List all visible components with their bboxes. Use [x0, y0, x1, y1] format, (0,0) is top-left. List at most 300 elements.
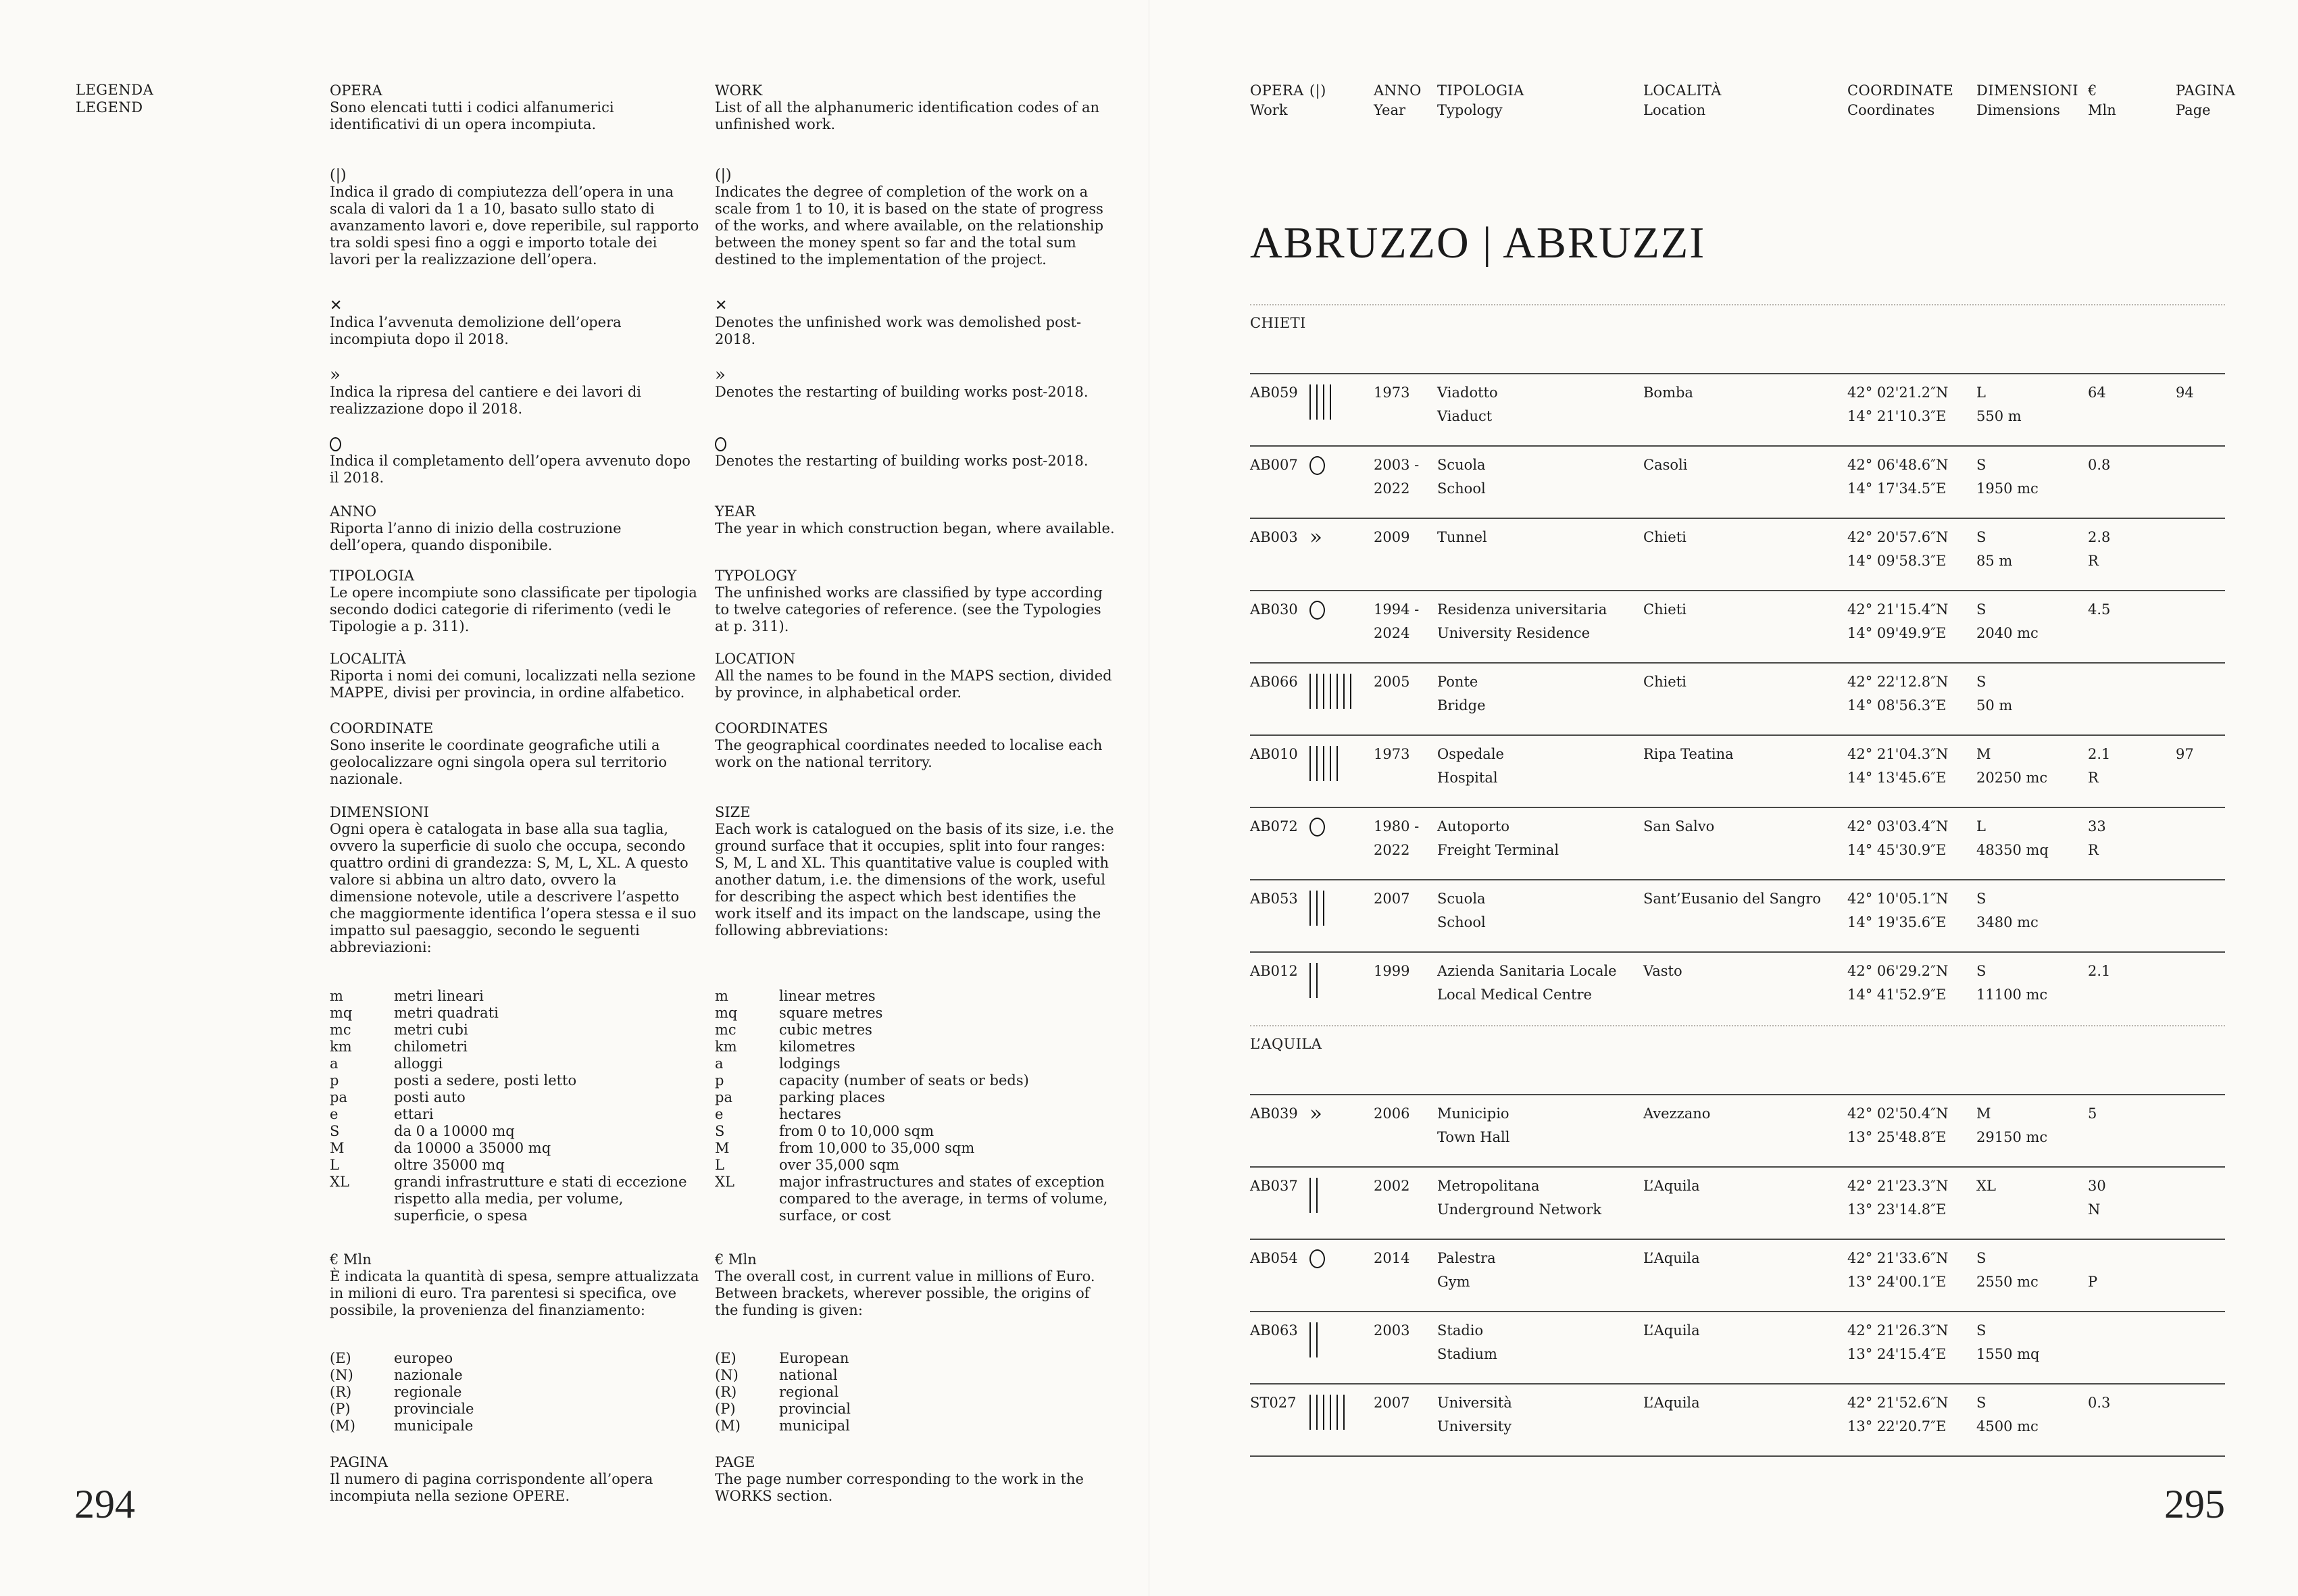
typology [1437, 598, 1607, 645]
cost-mln-line1 [2088, 1247, 2097, 1270]
abbreviation-value: metri lineari [394, 988, 484, 1004]
dimensions-line1: M [1976, 746, 1991, 762]
typology-line2: Hospital [1437, 770, 1498, 786]
location-line1: Avezzano [1643, 1105, 1711, 1122]
funding-key: (E) [715, 1350, 736, 1366]
bar-icon [1330, 746, 1331, 781]
province-section [1250, 304, 2225, 1025]
cost-mln-line2: P [2088, 1274, 2098, 1290]
dimensions-line1: S [1976, 601, 1987, 618]
dimensions [1976, 1319, 2039, 1366]
completion-marks [1309, 743, 1338, 781]
funding-item [330, 1350, 700, 1367]
legend-section-body: The year in which construction began, where available. [715, 520, 1115, 537]
work-code-line1: AB072 [1250, 818, 1298, 834]
abbreviation-item [715, 1089, 1115, 1106]
abbreviation-value: chilometri [394, 1039, 468, 1055]
dimensions [1976, 526, 2012, 573]
typology [1437, 670, 1486, 718]
typology-line1: Stadio [1437, 1322, 1484, 1339]
legend-col-it-demolished [330, 297, 700, 348]
cost-mln [2088, 670, 2093, 694]
work-code-line1: AB053 [1250, 891, 1298, 907]
completion-marks [1309, 526, 1322, 548]
table-row-AB053 [1250, 880, 2225, 953]
coordinates-line2: 13° 25'48.8″E [1847, 1129, 1947, 1145]
abbreviation-key: XL [715, 1174, 734, 1190]
legend-col-it-opera [330, 82, 700, 133]
coordinates-line1: 42° 03'03.4″N [1847, 818, 1949, 834]
work-code-line1: AB037 [1250, 1178, 1298, 1194]
dimensions [1976, 815, 2049, 862]
table-row-AB010 [1250, 736, 2225, 808]
location [1643, 381, 1693, 405]
legend-col-en-pagina [715, 1454, 1115, 1505]
cost-mln-line1: 2.1 [2088, 963, 2111, 979]
legend-col-en-localita [715, 651, 1115, 701]
funding-item [715, 1350, 1115, 1367]
typology-line1: Autoporto [1437, 818, 1509, 834]
page-ref-line1: 97 [2176, 746, 2194, 762]
page-number-left: 294 [74, 1482, 135, 1526]
typology [1437, 1319, 1497, 1366]
year [1374, 887, 1409, 911]
abbreviation-item [715, 1022, 1115, 1039]
table-row-AB003 [1250, 519, 2225, 591]
abbreviation-item [715, 1174, 1115, 1224]
legend-section-body: The unfinished works are classified by type according to twelve categories of reference. (see the Typologies at p. 311). [715, 584, 1103, 634]
work-code-line1: AB059 [1250, 384, 1298, 401]
completion-marks [1309, 959, 1318, 998]
page-ref-line1 [2176, 1174, 2180, 1198]
legend-col-it-pagina [330, 1454, 700, 1505]
legend-section-body: Indica il grado di compiutezza dell’opera in una scala di valori da 1 a 10, basato sullo stato di avanzamento lavori e, dove reperibile, sul rapporto tra soldi spesi fino a oggi e importo totale dei lavori per la realizzazione dell’opera. [330, 184, 699, 268]
coordinates-line2: 14° 19'35.6″E [1847, 914, 1947, 930]
abbreviation-item [715, 1072, 1115, 1089]
region-title: ABRUZZO | ABRUZZI [1250, 218, 1706, 268]
dimensions-line1: S [1976, 674, 1987, 690]
table-row-AB066 [1250, 664, 2225, 736]
bar-icon [1309, 674, 1311, 709]
work-code-line1: AB039 [1250, 1105, 1298, 1122]
coordinates [1847, 598, 1948, 645]
coordinates-line1: 42° 02'50.4″N [1847, 1105, 1949, 1122]
bar-icon [1316, 1395, 1318, 1430]
funding-value: municipale [394, 1418, 474, 1434]
year-line1: 2009 [1374, 529, 1410, 545]
location [1643, 1391, 1700, 1415]
legend-section-title: ANNO [330, 503, 377, 520]
bar-icon [1330, 384, 1331, 420]
dimensions [1976, 1247, 2039, 1294]
location [1643, 670, 1687, 694]
restarted-symbol-icon: » [715, 365, 726, 385]
coordinates-line2: 14° 17'34.5″E [1847, 480, 1947, 497]
funding-value: provincial [779, 1401, 851, 1417]
page-ref [2176, 1247, 2180, 1270]
abbreviation-key: p [330, 1072, 339, 1089]
typology-line1: Ospedale [1437, 746, 1504, 762]
typology-line2: Gym [1437, 1274, 1470, 1290]
abbreviation-value: parking places [779, 1089, 885, 1105]
abbreviation-key: km [330, 1039, 352, 1055]
dimensions [1976, 743, 2047, 790]
abbreviation-item [330, 1140, 700, 1157]
abbreviation-value: capacity (number of seats or beds) [779, 1072, 1029, 1089]
funding-item [330, 1367, 700, 1384]
degree-symbol-icon: (|) [330, 167, 347, 184]
legend-col-it-completed [330, 436, 700, 487]
bar-icon [1309, 746, 1311, 781]
restarted-symbol-icon: » [330, 365, 341, 385]
page-number-right: 295 [2164, 1482, 2225, 1526]
typology-line2: Local Medical Centre [1437, 987, 1592, 1003]
dimensions-line1: S [1976, 529, 1987, 545]
bar-icon [1337, 746, 1338, 781]
dimensions [1976, 453, 2039, 501]
dimensions [1976, 1391, 2039, 1439]
legend-section-body: Sono elencati tutti i codici alfanumerici identificativi di un opera incompiuta. [330, 99, 614, 132]
table-row-AB012 [1250, 953, 2225, 1025]
cost-mln-line1 [2088, 887, 2093, 911]
completion-marks [1309, 1247, 1325, 1268]
page-ref [2176, 381, 2194, 405]
legend-col-en-restarted [715, 367, 1115, 401]
location-line1: San Salvo [1643, 818, 1715, 834]
column-header-DIMENSIONI [1976, 81, 2078, 120]
abbreviation-key: L [330, 1157, 339, 1173]
column-header-en: Mln [2088, 102, 2116, 118]
cost-mln [2088, 743, 2110, 790]
column-header-en: Page [2176, 102, 2211, 118]
funding-value: regional [779, 1384, 839, 1400]
typology [1437, 526, 1487, 549]
dimensions [1976, 381, 2022, 428]
legend-section-body: Le opere incompiute sono classificate per tipologia secondo dodici categorie di riferimento (vedi le Tipologie a p. 311). [330, 584, 697, 634]
abbreviation-value: square metres [779, 1005, 883, 1021]
coordinates-line2: 14° 08'56.3″E [1847, 697, 1947, 714]
coordinates-line1: 42° 21'26.3″N [1847, 1322, 1949, 1339]
cost-mln-line1: 4.5 [2088, 601, 2111, 618]
typology [1437, 815, 1559, 862]
completion-marks [1309, 453, 1325, 475]
legend-col-it-dimensioni [330, 804, 700, 956]
legend-section-body: Indicates the degree of completion of the work on a scale from 1 to 10, it is based on the state of progress of the works, and where available, on the relationship between the money spent so far and the total sum destined to the implementation of the project. [715, 184, 1104, 268]
typology [1437, 887, 1486, 934]
column-header-it: € [2088, 82, 2097, 99]
restarted-chevron-icon: » [1309, 525, 1322, 549]
coordinates-line2: 14° 41'52.9″E [1847, 987, 1947, 1003]
year [1374, 1102, 1409, 1126]
completion-marks [1309, 670, 1351, 709]
abbreviation-value: major infrastructures and states of exception compared to the average, in terms of volume, surface, or cost [779, 1174, 1108, 1224]
coordinates [1847, 1102, 1948, 1149]
typology-line1: Tunnel [1437, 529, 1487, 545]
bar-icon [1316, 963, 1318, 998]
coordinates-line1: 42° 02'21.2″N [1847, 384, 1949, 401]
typology [1437, 959, 1617, 1007]
table-row-AB063 [1250, 1312, 2225, 1385]
location-line1: Bomba [1643, 384, 1693, 401]
dimensions-line2: 20250 mc [1976, 770, 2048, 786]
legend-section-body: Indica il completamento dell’opera avvenuto dopo il 2018. [330, 453, 691, 486]
work-code [1250, 526, 1298, 549]
column-header-OPERA [1250, 81, 1304, 120]
abbreviation-value: posti auto [394, 1089, 466, 1105]
abbreviation-item [330, 1022, 700, 1039]
cost-mln [2088, 1391, 2110, 1415]
dimensions-line2: 1550 mq [1976, 1346, 2040, 1362]
completion-marks [1309, 1319, 1318, 1357]
restarted-chevron-icon: » [1309, 1101, 1322, 1126]
abbreviation-value: metri cubi [394, 1022, 468, 1038]
year [1374, 1247, 1409, 1270]
typology-line1: Ponte [1437, 674, 1478, 690]
abbreviation-value: da 0 a 10000 mq [394, 1123, 515, 1139]
dimensions-line1: S [1976, 891, 1987, 907]
funding-key: (P) [330, 1401, 351, 1417]
page-ref-line1 [2176, 598, 2180, 622]
typology-line1: Università [1437, 1395, 1512, 1411]
abbreviation-item [715, 1140, 1115, 1157]
bar-icon [1323, 746, 1324, 781]
completion-bars-icon [1309, 963, 1318, 998]
location-line1: Chieti [1643, 674, 1687, 690]
work-code [1250, 815, 1298, 839]
column-header-it: TIPOLOGIA [1437, 82, 1524, 99]
abbreviation-item [715, 1005, 1115, 1022]
page-ref-line1 [2176, 670, 2180, 694]
funding-value: national [779, 1367, 838, 1383]
completion-marks [1309, 1102, 1322, 1124]
year-line1: 1994 - [1374, 601, 1420, 618]
page-ref-line1 [2176, 815, 2180, 839]
column-header-TIPOLOGIA [1437, 81, 1524, 120]
abbreviation-key: mq [330, 1005, 353, 1021]
abbreviation-col-it [330, 988, 700, 1224]
coordinates-line1: 42° 21'04.3″N [1847, 746, 1949, 762]
funding-value: nazionale [394, 1367, 463, 1383]
location [1643, 1174, 1700, 1198]
abbreviation-key: m [715, 988, 728, 1004]
typology [1437, 1391, 1512, 1439]
dimensions-line2: 4500 mc [1976, 1418, 2039, 1435]
legend-col-it-anno [330, 503, 700, 554]
dimensions [1976, 670, 2012, 718]
abbreviation-item [330, 1039, 700, 1055]
typology [1437, 453, 1486, 501]
legend-section-body: Denotes the unfinished work was demolished post-2018. [715, 314, 1082, 347]
work-code-line1: AB063 [1250, 1322, 1298, 1339]
cost-mln [2088, 1319, 2093, 1343]
typology-line2: University [1437, 1418, 1512, 1435]
abbreviation-key: a [330, 1055, 339, 1072]
location-line1: Sant’Eusanio del Sangro [1643, 891, 1822, 907]
abbreviation-col-en [715, 988, 1115, 1224]
funding-value: municipal [779, 1418, 850, 1434]
abbreviation-key: S [715, 1123, 725, 1139]
year-line1: 2014 [1374, 1250, 1410, 1266]
abbreviation-value: hectares [779, 1106, 841, 1122]
abbreviation-item [330, 1072, 700, 1089]
table-row-ST027 [1250, 1385, 2225, 1457]
typology-line1: Residenza universitaria [1437, 601, 1607, 618]
page-ref-line1 [2176, 887, 2180, 911]
cost-mln [2088, 815, 2106, 862]
year-line1: 1973 [1374, 746, 1410, 762]
works-table [1250, 304, 2225, 1457]
work-code-line1: AB003 [1250, 529, 1298, 545]
work-code [1250, 598, 1298, 622]
work-code-line1: ST027 [1250, 1395, 1297, 1411]
bar-icon [1343, 674, 1345, 709]
work-code [1250, 743, 1298, 766]
dimensions-line1: S [1976, 1395, 1987, 1411]
abbreviation-key: p [715, 1072, 724, 1089]
bar-icon [1309, 1395, 1311, 1430]
legend-section-body: Indica la ripresa del cantiere e dei lavori di realizzazione dopo il 2018. [330, 384, 641, 417]
location-line1: Casoli [1643, 457, 1688, 473]
cost-mln [2088, 526, 2110, 573]
page-ref-line1 [2176, 959, 2180, 983]
work-code [1250, 1247, 1298, 1270]
cost-mln-line2: N [2088, 1201, 2101, 1218]
abbreviation-value: over 35,000 sqm [779, 1157, 899, 1173]
dimensions-line2: 85 m [1976, 553, 2013, 569]
year-line1: 2002 [1374, 1178, 1410, 1194]
funding-value: European [779, 1350, 849, 1366]
work-code-line1: AB010 [1250, 746, 1298, 762]
location-line1: L’Aquila [1643, 1178, 1700, 1194]
coordinates [1847, 381, 1948, 428]
coordinates-line1: 42° 20'57.6″N [1847, 529, 1949, 545]
abbreviation-item [715, 1039, 1115, 1055]
abbreviation-value: metri quadrati [394, 1005, 499, 1021]
legend-section-title: SIZE [715, 804, 751, 820]
column-header-€ [2088, 81, 2116, 120]
location [1643, 453, 1687, 477]
typology [1437, 743, 1504, 790]
coordinates [1847, 1391, 1948, 1439]
legend-section-title: COORDINATES [715, 720, 828, 737]
completed-symbol-icon [715, 436, 1115, 453]
abbreviation-item [330, 1055, 700, 1072]
legend-col-it-restarted [330, 367, 700, 418]
legend-section-title: OPERA [330, 82, 382, 99]
year-line1: 2003 - [1374, 457, 1420, 473]
dimensions-line1: L [1976, 384, 1986, 401]
dimensions-line2: 3480 mc [1976, 914, 2039, 930]
abbreviation-value: kilometres [779, 1039, 855, 1055]
legend-section-title: TIPOLOGIA [330, 568, 415, 584]
coordinates-line1: 42° 06'48.6″N [1847, 457, 1949, 473]
funding-value: europeo [394, 1350, 453, 1366]
year-line1: 1999 [1374, 963, 1410, 979]
year [1374, 1174, 1409, 1198]
column-header-en: Coordinates [1847, 102, 1935, 118]
cost-mln [2088, 1174, 2106, 1222]
completion-marks [1309, 381, 1331, 420]
table-row-AB030 [1250, 591, 2225, 664]
abbreviation-key: M [715, 1140, 730, 1156]
abbreviation-key: S [330, 1123, 340, 1139]
typology [1437, 381, 1498, 428]
dimensions-line2: 2040 mc [1976, 625, 2039, 641]
legend-section-title: LOCATION [715, 651, 796, 667]
work-code-line1: AB007 [1250, 457, 1298, 473]
page-ref-line1 [2176, 453, 2180, 477]
legend-section-title: € Mln [715, 1251, 757, 1268]
page-ref-line1 [2176, 526, 2180, 549]
page-ref [2176, 670, 2180, 694]
funding-col-it [330, 1350, 700, 1435]
legend-col-en-euro [715, 1251, 1115, 1319]
year-line2: 2022 [1374, 842, 1410, 858]
completed-circle-icon [1309, 1249, 1325, 1268]
abbreviation-item [715, 988, 1115, 1005]
completion-bars-icon [1309, 1395, 1345, 1430]
province-section [1250, 1025, 2225, 1457]
bar-icon [1309, 384, 1311, 420]
column-header-en: Location [1643, 102, 1706, 118]
dimensions-line1: S [1976, 1250, 1987, 1266]
dimensions-line2: 50 m [1976, 697, 2013, 714]
work-code [1250, 887, 1298, 911]
bar-icon [1316, 674, 1318, 709]
abbreviation-key: e [715, 1106, 724, 1122]
work-code [1250, 1102, 1298, 1126]
year [1374, 670, 1409, 694]
completion-marks [1309, 598, 1325, 620]
cost-mln-line1: 30 [2088, 1178, 2106, 1194]
coordinates-line1: 42° 10'05.1″N [1847, 891, 1949, 907]
bar-icon [1309, 891, 1311, 926]
abbreviation-key: mq [715, 1005, 738, 1021]
coordinates [1847, 1174, 1948, 1222]
typology [1437, 1102, 1509, 1149]
funding-value: regionale [394, 1384, 462, 1400]
location [1643, 1102, 1710, 1126]
column-header-it: COORDINATE [1847, 82, 1954, 99]
table-row-AB007 [1250, 447, 2225, 519]
legend-section-body: Riporta i nomi dei comuni, localizzati nella sezione MAPPE, divisi per provincia, in ordine alfabetico. [330, 668, 696, 701]
abbreviation-key: L [715, 1157, 724, 1173]
column-header-(|) [1309, 81, 1326, 101]
legend-col-en-completed [715, 436, 1115, 470]
coordinates [1847, 1319, 1948, 1366]
page-ref [2176, 815, 2180, 839]
dimensions [1976, 1174, 1996, 1198]
abbreviation-item [330, 1106, 700, 1123]
typology-line2: University Residence [1437, 625, 1591, 641]
cost-mln [2088, 1247, 2097, 1294]
funding-key: (E) [330, 1350, 351, 1366]
completed-circle-icon [715, 437, 726, 451]
column-header-PAGINA [2176, 81, 2235, 120]
work-code [1250, 959, 1298, 983]
abbreviation-value: da 10000 a 35000 mq [394, 1140, 551, 1156]
abbreviation-key: e [330, 1106, 339, 1122]
typology-line1: Scuola [1437, 891, 1486, 907]
table-row-AB039 [1250, 1095, 2225, 1168]
typology [1437, 1247, 1496, 1294]
province-header [1250, 304, 2225, 374]
legend-section-body: Il numero di pagina corrispondente all’opera incompiuta nella sezione OPERE. [330, 1471, 653, 1504]
column-header-it: (|) [1309, 82, 1326, 99]
abbreviation-value: posti a sedere, posti letto [394, 1072, 577, 1089]
completion-marks [1309, 1391, 1345, 1430]
work-code [1250, 453, 1298, 477]
